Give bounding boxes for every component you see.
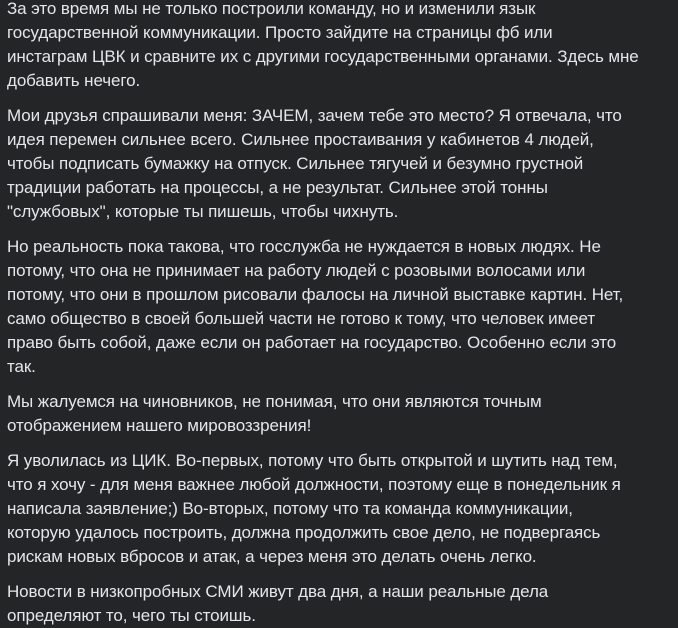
post-paragraph-3: Но реальность пока такова, что госслужба не нуждается в новых людях. Не потому, что она не принимает на работу людей с розовыми волосами или потому, что они в прошлом рисовали фалосы на личной выставке картин. Нет, само общество в своей большей части не готово к тому, что человек имеет право быть собой, даже если он работает на государство. Особенно если это так. [7,237,624,376]
post-paragraph-1: За это время мы не только построили команду, но и изменили язык государственной коммуникации. Просто зайдите на страницы фб или инстаграм ЦВК и сравните их с другими государственными органами. Здесь мне добавить нечего. [7,0,639,90]
post-paragraph-4: Мы жалуемся на чиновников, не понимая, что они являются точным отображением нашего мировоззрения! [7,392,542,435]
post-paragraph-6: Новости в низкопробных СМИ живут два дня, а наши реальные дела определяют то, чего ты стоишь. [7,582,549,625]
post-paragraph-5: Я уволилась из ЦИК. Во-первых, потому что быть открытой и шутить над тем, что я хочу - для меня важнее любой должности, поэтому еще в понедельник я написала заявление;) Во-вторых, потому что та команда коммуникации, которую удалось построить, должна продолжить свое дело, не подвергаясь рискам новых вбросов и атак, а через меня это делать очень легко. [7,451,621,566]
post-paragraph-2: Мои друзья спрашивали меня: ЗАЧЕМ, зачем тебе это место? Я отвечала, что идея перемен сильнее всего. Сильнее простаивания у кабинетов 4 людей, чтобы подписать бумажку на отпуск. Сильнее тягучей и безумно грустной традиции работать на процессы, а не результат. Сильнее этой тонны "службовых", которые ты пишешь, чтобы чихнуть. [7,106,622,221]
